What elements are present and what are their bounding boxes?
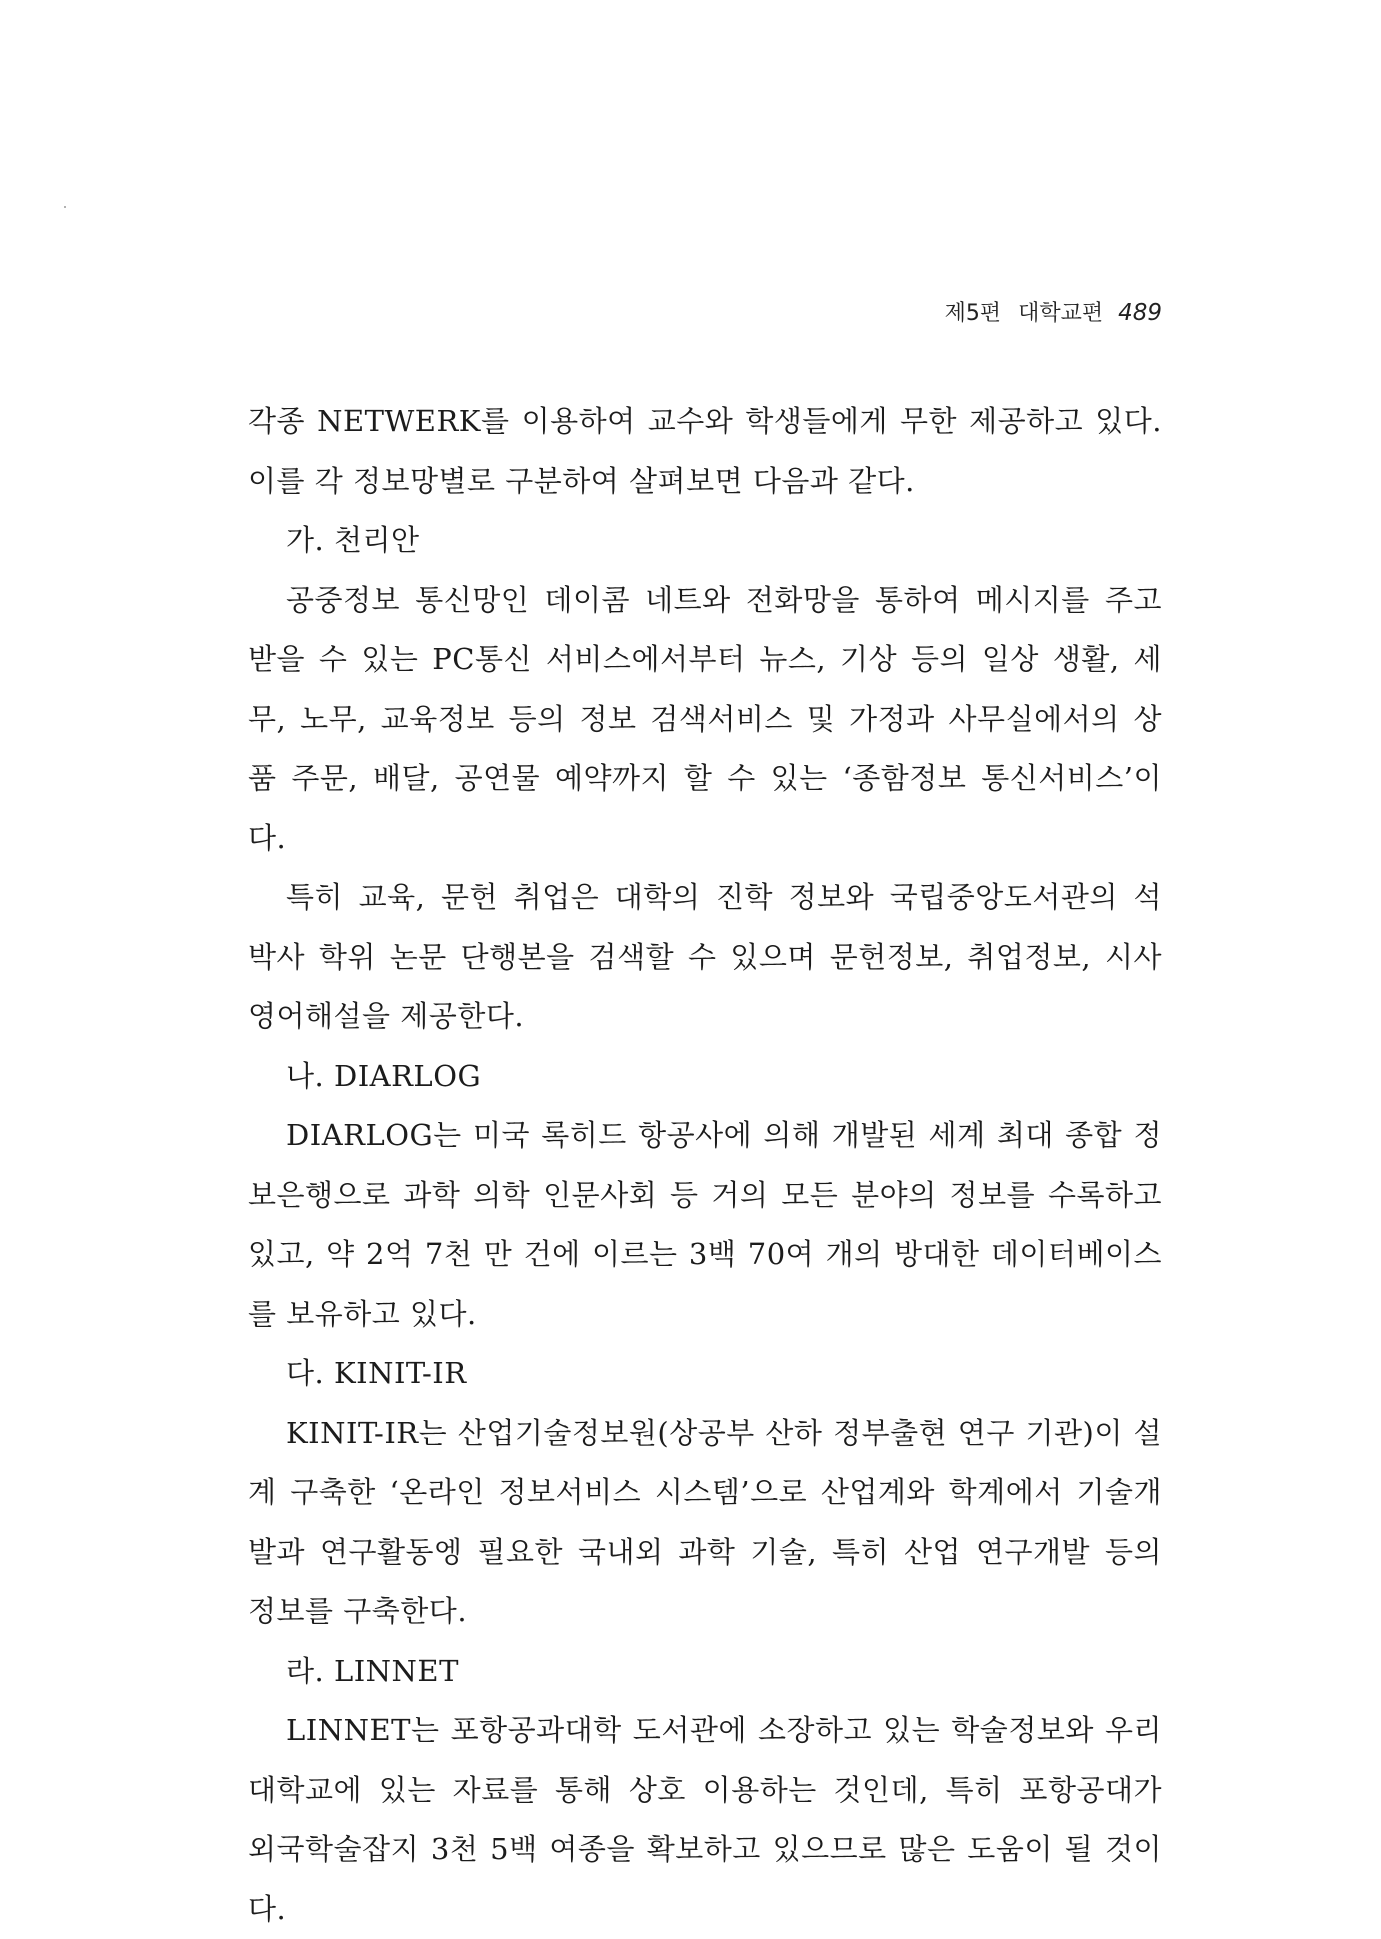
text-line: 받을 수 있는 PC통신 서비스에서부터 뉴스, 기상 등의 일상 생활, 세	[248, 630, 1162, 690]
text-line: 있고, 약 2억 7천 만 건에 이르는 3백 70여 개의 방대한 데이터베이스	[248, 1225, 1162, 1285]
text-line: 정보를 구축한다.	[248, 1582, 1162, 1642]
text-line: 다. KINIT-IR	[248, 1344, 1162, 1404]
text-line: 각종 NETWERK를 이용하여 교수와 학생들에게 무한 제공하고 있다.	[248, 392, 1162, 452]
page-number: 489	[1118, 300, 1162, 326]
text-line: LINNET는 포항공과대학 도서관에 소장하고 있는 학술정보와 우리	[248, 1701, 1162, 1761]
text-line: 계 구축한 ‘온라인 정보서비스 시스템’으로 산업계와 학계에서 기술개	[248, 1463, 1162, 1523]
text-line: 보은행으로 과학 의학 인문사회 등 거의 모든 분야의 정보를 수록하고	[248, 1166, 1162, 1226]
text-line: 이를 각 정보망별로 구분하여 살펴보면 다음과 같다.	[248, 452, 1162, 512]
text-line: 를 보유하고 있다.	[248, 1285, 1162, 1345]
text-line: 대학교에 있는 자료를 통해 상호 이용하는 것인데, 특히 포항공대가	[248, 1761, 1162, 1821]
text-line: 나. DIARLOG	[248, 1047, 1162, 1107]
header-part: 대학교편	[1018, 301, 1103, 326]
text-line: 다.	[248, 809, 1162, 869]
text-line: 박사 학위 논문 단행본을 검색할 수 있으며 문헌정보, 취업정보, 시사	[248, 928, 1162, 988]
text-line: 라. LINNET	[248, 1642, 1162, 1702]
text-line: 특히 교육, 문헌 취업은 대학의 진학 정보와 국립중앙도서관의 석	[248, 868, 1162, 928]
text-line: 외국학술잡지 3천 5백 여종을 확보하고 있으므로 많은 도움이 될 것이	[248, 1820, 1162, 1880]
running-header	[945, 296, 1162, 327]
text-line: 무, 노무, 교육정보 등의 정보 검색서비스 및 가정과 사무실에서의 상	[248, 690, 1162, 750]
text-line: 다.	[248, 1880, 1162, 1939]
text-line: 영어해설을 제공한다.	[248, 987, 1162, 1047]
text-line: 품 주문, 배달, 공연물 예약까지 할 수 있는 ‘종함정보 통신서비스’이	[248, 749, 1162, 809]
text-line: 가. 천리안	[248, 511, 1162, 571]
header-section: 제5편	[945, 301, 1002, 326]
text-line: 발과 연구활동엥 필요한 국내외 과학 기술, 특히 산업 연구개발 등의	[248, 1523, 1162, 1583]
text-line: KINIT-IR는 산업기술정보원(상공부 산하 정부출현 연구 기관)이 설	[248, 1404, 1162, 1464]
scan-speck	[64, 206, 66, 208]
body-text	[248, 392, 1162, 1939]
text-line: 공중정보 통신망인 데이콤 네트와 전화망을 통하여 메시지를 주고	[248, 571, 1162, 631]
text-line: DIARLOG는 미국 록히드 항공사에 의해 개발된 세계 최대 종합 정	[248, 1106, 1162, 1166]
